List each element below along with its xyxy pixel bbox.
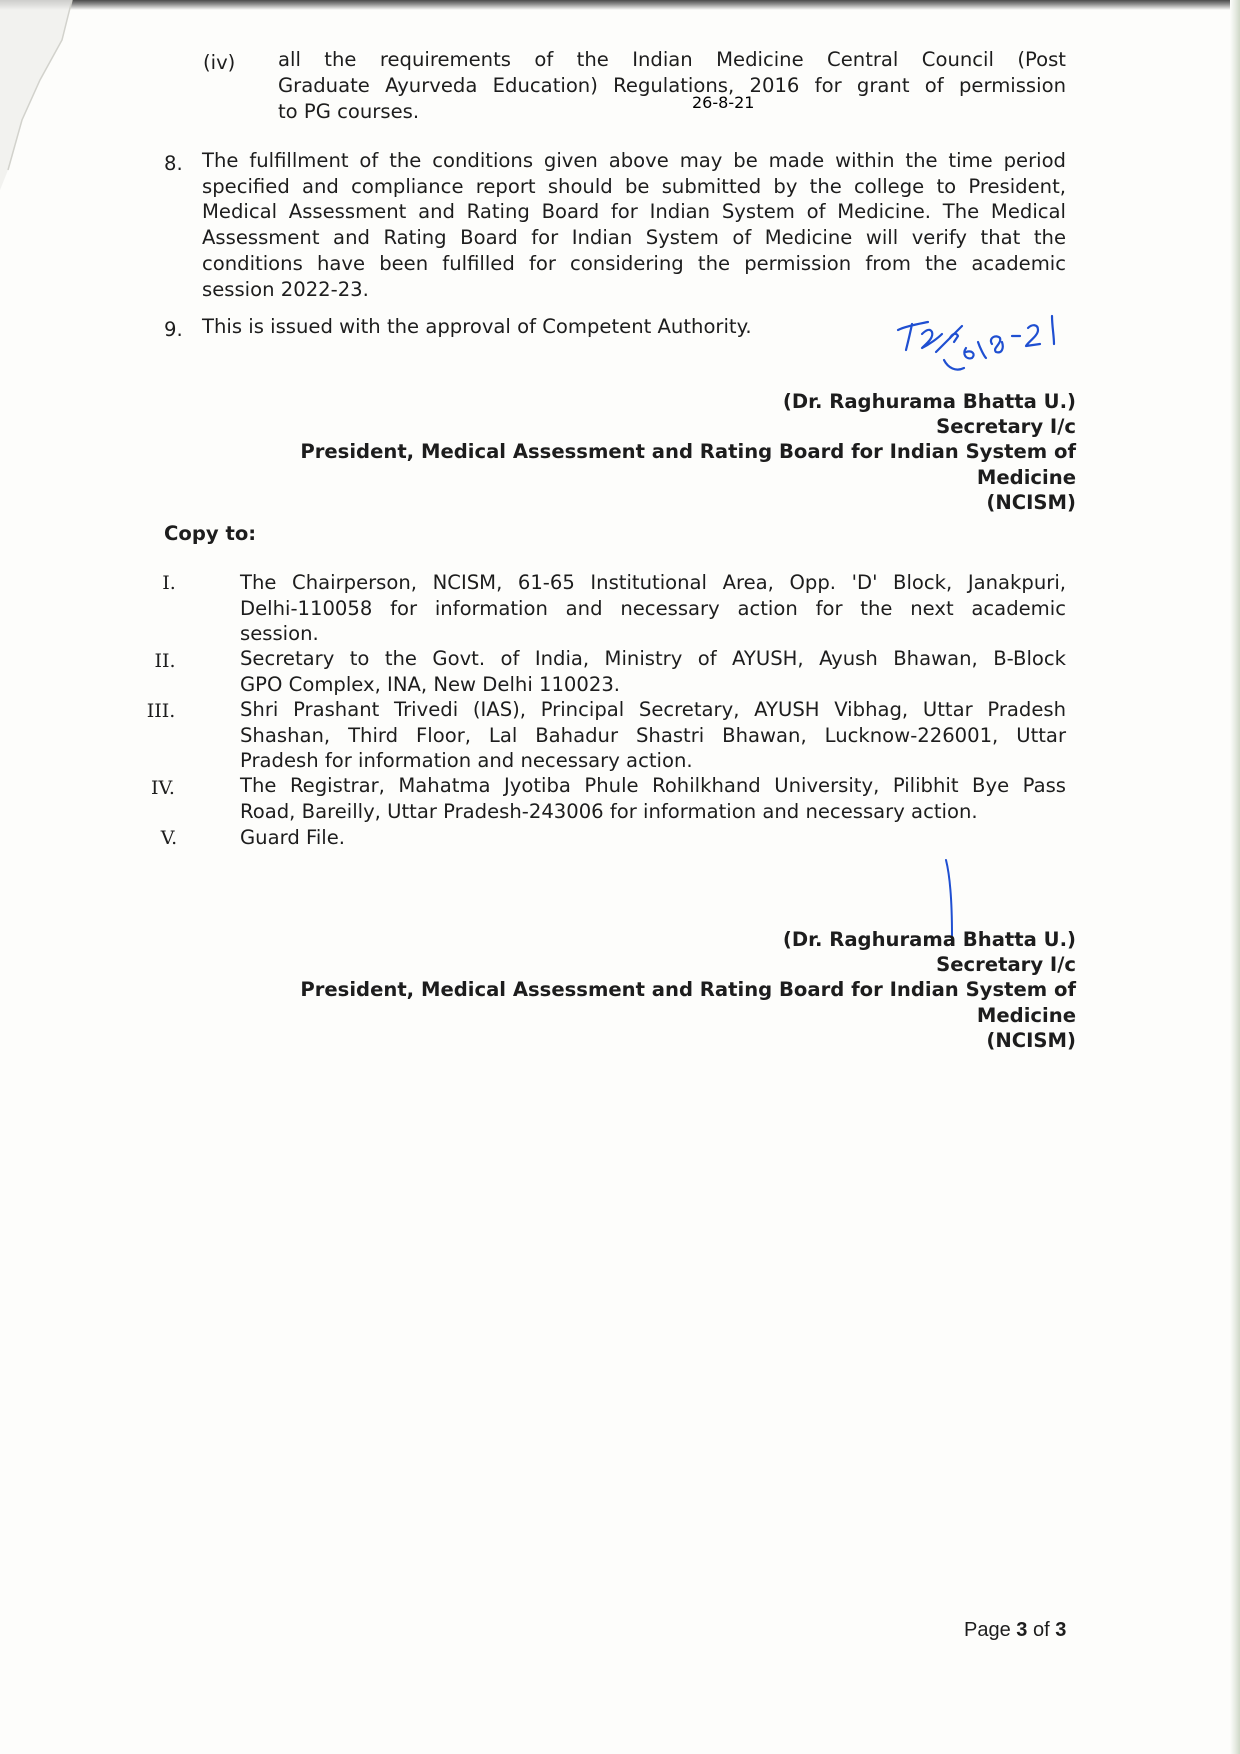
copy-item-line: session. bbox=[240, 622, 319, 645]
copy-item-line: The Registrar, Mahatma Jyotiba Phule Rohilkhand University, Pilibhit Bye Pass bbox=[240, 774, 1066, 797]
signature-date: 26-8-21 bbox=[692, 93, 755, 112]
copy-item-line: Road, Bareilly, Uttar Pradesh-243006 for information and necessary action. bbox=[240, 800, 978, 823]
item-iv-marker: (iv) bbox=[203, 51, 236, 74]
copy-item-marker: II. bbox=[154, 650, 176, 672]
copy-item-marker: I. bbox=[162, 572, 176, 594]
item-8-line: session 2022-23. bbox=[202, 278, 369, 301]
item-9-text: This is issued with the approval of Competent Authority. bbox=[202, 315, 752, 338]
signatory-office-cont: Medicine bbox=[976, 465, 1076, 489]
copy-item-line: The Chairperson, NCISM, 61-65 Institutional Area, Opp. 'D' Block, Janakpuri, bbox=[240, 571, 1066, 594]
copy-item-line: Guard File. bbox=[240, 826, 346, 849]
signatory-name: (Dr. Raghurama Bhatta U.) bbox=[782, 928, 1076, 951]
signatory-name: (Dr. Raghurama Bhatta U.) bbox=[782, 390, 1076, 413]
page-total: 3 bbox=[1055, 1619, 1067, 1641]
item-8-line: specified and compliance report should be submitted by the college to President, bbox=[202, 175, 1066, 198]
copy-item-line: Secretary to the Govt. of India, Ministry of AYUSH, Ayush Bhawan, B-Block bbox=[240, 647, 1066, 670]
scan-right-edge bbox=[1230, 0, 1240, 1754]
page-label: Page bbox=[964, 1619, 1011, 1641]
page-of: of bbox=[1032, 1619, 1050, 1641]
signatory-office-cont: Medicine bbox=[976, 1003, 1076, 1027]
copy-item-line: GPO Complex, INA, New Delhi 110023. bbox=[240, 673, 621, 696]
signatory-org: (NCISM) bbox=[986, 490, 1076, 514]
item-iv-line: Graduate Ayurveda Education) Regulations, 2016 for grant of permission bbox=[278, 74, 1066, 97]
signatory-office: President, Medical Assessment and Rating Board for Indian System of bbox=[300, 978, 1076, 1002]
handwritten-signature bbox=[692, 93, 1062, 388]
item-8-line: conditions have been fulfilled for considering the permission from the academic bbox=[202, 252, 1066, 275]
copy-item-marker: III. bbox=[146, 700, 176, 722]
copy-to-heading: Copy to: bbox=[164, 522, 257, 545]
page-current: 3 bbox=[1016, 1619, 1028, 1641]
item-8-line: Medical Assessment and Rating Board for Indian System of Medicine. The Medical bbox=[202, 200, 1066, 223]
page-number bbox=[964, 1619, 1066, 1642]
signatory-org: (NCISM) bbox=[986, 1028, 1076, 1052]
item-iv-line: to PG courses. bbox=[278, 100, 420, 123]
item-iv-line: all the requirements of the Indian Medicine Central Council (Post bbox=[278, 48, 1066, 71]
copy-item-line: Shri Prashant Trivedi (IAS), Principal Secretary, AYUSH Vibhag, Uttar Pradesh bbox=[240, 698, 1066, 721]
item-8-line: Assessment and Rating Board for Indian System of Medicine will verify that the bbox=[202, 226, 1066, 249]
signatory-office: President, Medical Assessment and Rating Board for Indian System of bbox=[300, 440, 1076, 464]
copy-item-line: Pradesh for information and necessary action. bbox=[240, 749, 693, 772]
copy-item-line: Shashan, Third Floor, Lal Bahadur Shastri Bhawan, Lucknow-226001, Uttar bbox=[240, 724, 1066, 747]
scan-top-edge bbox=[0, 0, 1240, 10]
copy-item-marker: V. bbox=[160, 827, 178, 849]
signature-block-2 bbox=[200, 927, 1076, 1053]
copy-item-line: Delhi-110058 for information and necessary action for the next academic bbox=[240, 597, 1066, 620]
item-8-marker: 8. bbox=[164, 152, 183, 175]
scan-fold-shadow bbox=[0, 0, 90, 200]
item-8-line: The fulfillment of the conditions given above may be made within the time period bbox=[202, 149, 1066, 172]
signature-block-1 bbox=[200, 389, 1076, 515]
copy-item-marker: IV. bbox=[151, 777, 175, 799]
item-9-marker: 9. bbox=[164, 318, 183, 341]
signatory-designation: Secretary I/c bbox=[936, 953, 1076, 977]
signatory-designation: Secretary I/c bbox=[936, 415, 1076, 439]
